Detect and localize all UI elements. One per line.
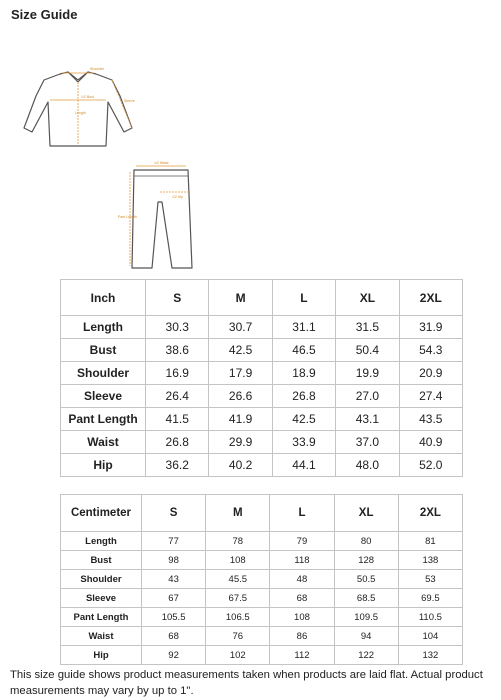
table-cell: 118: [270, 551, 334, 570]
table-row: [61, 627, 463, 646]
header-cell: 2XL: [399, 280, 462, 316]
table-cell: 122: [334, 646, 398, 665]
table-cell: 26.6: [209, 385, 272, 408]
table-cell: 86: [270, 627, 334, 646]
table-cell: 26.8: [146, 431, 209, 454]
table-cell: 36.2: [146, 454, 209, 477]
row-label: Sleeve: [61, 385, 146, 408]
table-cell: 105.5: [142, 608, 206, 627]
table-cell: 108: [206, 551, 270, 570]
table-cell: 68: [270, 589, 334, 608]
table-cell: 98: [142, 551, 206, 570]
table-cell: 43.5: [399, 408, 462, 431]
table-cell: 27.4: [399, 385, 462, 408]
table-cell: 45.5: [206, 570, 270, 589]
header-cell: 2XL: [398, 495, 462, 532]
table-cell: 68: [142, 627, 206, 646]
inch-size-table: [60, 279, 463, 477]
table-row: [61, 532, 463, 551]
header-cell: Centimeter: [61, 495, 142, 532]
table-cell: 54.3: [399, 339, 462, 362]
row-label: Shoulder: [61, 362, 146, 385]
table-cell: 79: [270, 532, 334, 551]
shirt-bust-label: 1/2 Bust: [81, 95, 94, 99]
table-cell: 31.9: [399, 316, 462, 339]
table-row: [61, 551, 463, 570]
pants-hip-label: 1/2 Hip: [172, 195, 184, 199]
table-cell: 41.5: [146, 408, 209, 431]
table-cell: 50.5: [334, 570, 398, 589]
table-cell: 138: [398, 551, 462, 570]
table-cell: 16.9: [146, 362, 209, 385]
table-header-row: [61, 280, 463, 316]
table-cell: 78: [206, 532, 270, 551]
table-cell: 48.0: [336, 454, 399, 477]
table-cell: 33.9: [272, 431, 335, 454]
shirt-diagram: [20, 66, 145, 148]
table-cell: 81: [398, 532, 462, 551]
table-cell: 108: [270, 608, 334, 627]
row-label: Pant Length: [61, 408, 146, 431]
row-label: Length: [61, 532, 142, 551]
table-cell: 50.4: [336, 339, 399, 362]
row-label: Hip: [61, 646, 142, 665]
header-cell: S: [146, 280, 209, 316]
table-row: [61, 570, 463, 589]
row-label: Hip: [61, 454, 146, 477]
table-row: [61, 316, 463, 339]
table-cell: 67.5: [206, 589, 270, 608]
table-cell: 26.4: [146, 385, 209, 408]
table-cell: 53: [398, 570, 462, 589]
table-cell: 42.5: [272, 408, 335, 431]
table-cell: 128: [334, 551, 398, 570]
shirt-shoulder-label: Shoulder: [90, 67, 105, 71]
table-row: [61, 339, 463, 362]
table-cell: 19.9: [336, 362, 399, 385]
header-cell: XL: [336, 280, 399, 316]
pants-outline: [132, 170, 192, 268]
table-cell: 76: [206, 627, 270, 646]
row-label: Shoulder: [61, 570, 142, 589]
header-cell: M: [206, 495, 270, 532]
table-cell: 68.5: [334, 589, 398, 608]
table-row: [61, 646, 463, 665]
size-guide-note: This size guide shows product measurements taken when products are laid flat. Actual product measurements may vary by up to 1".: [10, 669, 483, 697]
table-cell: 44.1: [272, 454, 335, 477]
pants-length-label: Pant Length: [118, 215, 137, 219]
header-cell: XL: [334, 495, 398, 532]
table-cell: 29.9: [209, 431, 272, 454]
table-row: [61, 362, 463, 385]
table-cell: 132: [398, 646, 462, 665]
table-cell: 40.9: [399, 431, 462, 454]
table-cell: 30.3: [146, 316, 209, 339]
table-cell: 109.5: [334, 608, 398, 627]
header-cell: M: [209, 280, 272, 316]
table-row: [61, 408, 463, 431]
table-row: [61, 385, 463, 408]
row-label: Pant Length: [61, 608, 142, 627]
row-label: Waist: [61, 627, 142, 646]
table-cell: 112: [270, 646, 334, 665]
table-cell: 104: [398, 627, 462, 646]
table-cell: 27.0: [336, 385, 399, 408]
table-row: [61, 431, 463, 454]
table-cell: 17.9: [209, 362, 272, 385]
pants-diagram: [118, 160, 204, 272]
table-header-row: [61, 495, 463, 532]
table-cell: 80: [334, 532, 398, 551]
table-cell: 48: [270, 570, 334, 589]
table-cell: 77: [142, 532, 206, 551]
table-cell: 46.5: [272, 339, 335, 362]
table-cell: 40.2: [209, 454, 272, 477]
table-cell: 102: [206, 646, 270, 665]
table-cell: 67: [142, 589, 206, 608]
table-cell: 20.9: [399, 362, 462, 385]
table-row: [61, 608, 463, 627]
table-cell: 31.1: [272, 316, 335, 339]
row-label: Length: [61, 316, 146, 339]
table-cell: 92: [142, 646, 206, 665]
table-cell: 69.5: [398, 589, 462, 608]
shirt-length-label: Length: [75, 111, 86, 115]
pants-waist-label: 1/2 Waist: [154, 161, 169, 165]
table-cell: 43: [142, 570, 206, 589]
centimeter-size-table: [60, 494, 463, 665]
row-label: Bust: [61, 551, 142, 570]
header-cell: L: [270, 495, 334, 532]
table-cell: 106.5: [206, 608, 270, 627]
table-cell: 38.6: [146, 339, 209, 362]
table-cell: 26.8: [272, 385, 335, 408]
header-cell: S: [142, 495, 206, 532]
table-cell: 37.0: [336, 431, 399, 454]
table-cell: 41.9: [209, 408, 272, 431]
page-title: Size Guide: [11, 7, 78, 22]
header-cell: Inch: [61, 280, 146, 316]
table-cell: 30.7: [209, 316, 272, 339]
table-cell: 110.5: [398, 608, 462, 627]
header-cell: L: [272, 280, 335, 316]
table-cell: 42.5: [209, 339, 272, 362]
row-label: Waist: [61, 431, 146, 454]
table-cell: 31.5: [336, 316, 399, 339]
table-row: [61, 589, 463, 608]
shirt-sleeve-label: Sleeve: [124, 99, 135, 103]
row-label: Bust: [61, 339, 146, 362]
table-cell: 18.9: [272, 362, 335, 385]
table-cell: 94: [334, 627, 398, 646]
table-cell: 43.1: [336, 408, 399, 431]
row-label: Sleeve: [61, 589, 142, 608]
table-row: [61, 454, 463, 477]
table-cell: 52.0: [399, 454, 462, 477]
